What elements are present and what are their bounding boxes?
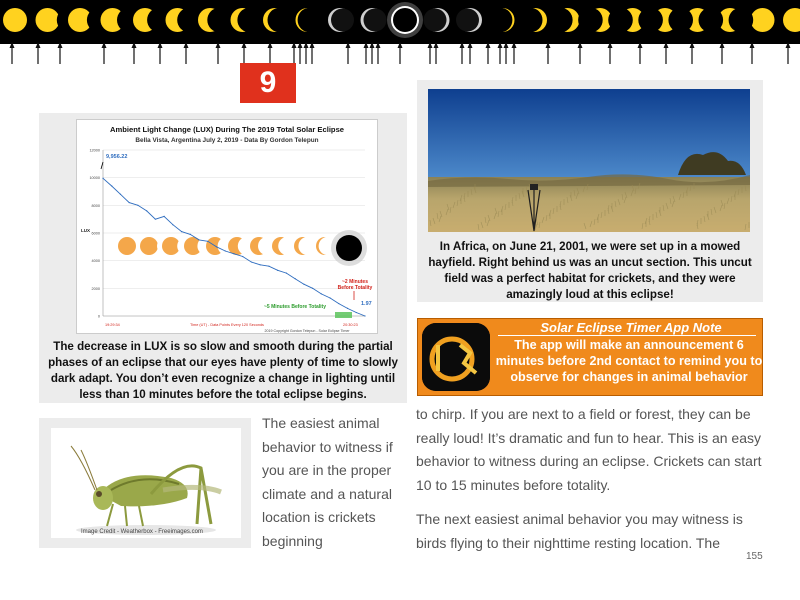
app-note-body: The app will make an announcement 6 minutes before 2nd contact to remind you to observe for changes in animal behavior (495, 338, 763, 384)
eclipse-phase-icon (296, 8, 323, 33)
timeline-arrow-icon (370, 42, 375, 64)
data-point (242, 256, 243, 257)
y-tick-label: 6000 (91, 231, 100, 236)
body-paragraph-left: The easiest animal behavior to witness if you are in the proper climate and a natural location is crickets beginning (262, 415, 393, 549)
data-point (129, 202, 130, 203)
eclipse-phase-icon (263, 8, 292, 33)
timeline-arrow-icon (346, 42, 351, 64)
timeline-arrow-icon (786, 42, 791, 64)
eclipse-phase-icon (424, 8, 450, 32)
two-minute-annotation-line1: ~2 Minutes (342, 279, 368, 285)
data-point (295, 278, 296, 279)
data-point (207, 241, 208, 242)
lux-chart-caption: The decrease in LUX is so slow and smooth during the partial phases of an eclipse that our eyes have plenty of time to slowly dark adapt. You don’t even recognize a change in lighting until less than 10 minutes before the total eclipse begins. (48, 340, 398, 401)
data-point (356, 312, 357, 313)
eclipse-phase-icon (548, 8, 580, 33)
app-note-box (417, 318, 763, 396)
timeline-arrow-icon (184, 42, 189, 64)
data-point (120, 194, 121, 195)
end-value-label: 1.97 (361, 301, 372, 307)
data-point (303, 284, 304, 285)
y-tick-label: 2000 (91, 286, 100, 291)
two-minute-annotation-line2: Before Totality (337, 285, 373, 291)
timeline-arrow-icon (102, 42, 107, 64)
timeline-arrow-icon (158, 42, 163, 64)
data-point (111, 185, 112, 186)
data-point (329, 297, 330, 298)
partial-phase-sun-icon (118, 237, 136, 255)
app-note-title: Solar Eclipse Timer App Note (540, 320, 722, 335)
timeline-arrow-icon (638, 42, 643, 64)
timeline-arrow-icon (58, 42, 63, 64)
timeline-arrow-icon (132, 42, 137, 64)
app-note-divider (498, 335, 756, 336)
timeline-arrows (0, 40, 800, 66)
eclipse-phase-icon (328, 8, 354, 32)
final-minutes-highlight (335, 312, 352, 318)
eclipse-sequence-banner (0, 0, 800, 44)
data-point (268, 266, 269, 267)
africa-photo-panel (417, 80, 763, 302)
partial-phase-sun-icon (294, 237, 317, 255)
data-point (164, 216, 165, 217)
eclipse-phase-icon (578, 8, 612, 33)
data-point (251, 261, 252, 262)
eclipse-phase-icon (456, 8, 482, 32)
start-value-label: 9,956.22 (106, 154, 128, 160)
y-tick-label: 8000 (91, 203, 100, 208)
data-point (190, 234, 191, 235)
data-point (286, 273, 287, 274)
data-point (216, 246, 217, 247)
timeline-arrow-icon (578, 42, 583, 64)
timeline-arrow-icon (10, 42, 15, 64)
partial-phase-sun-icon (272, 237, 297, 255)
data-point (172, 224, 173, 225)
timeline-arrow-icon (216, 42, 221, 64)
y-tick-label: 4000 (91, 259, 100, 264)
timeline-arrow-icon (242, 42, 247, 64)
timeline-arrow-icon (292, 42, 297, 64)
eclipse-phase-icon (231, 8, 263, 33)
y-tick-label: 0 (97, 314, 100, 319)
lux-chart-panel (39, 113, 407, 403)
x-start-label: 19:29:34 (105, 323, 120, 327)
eclipse-timer-app-icon (422, 323, 490, 391)
timeline-arrow-icon (468, 42, 473, 64)
data-point (146, 210, 147, 211)
eclipse-phase-icon (729, 8, 775, 33)
timeline-arrow-icon (304, 42, 309, 64)
timeline-arrow-icon (376, 42, 381, 64)
eclipse-phases-image (0, 0, 800, 44)
africa-photo-caption: In Africa, on June 21, 2001, we were set up in a mowed hayfield. Right behind us was an uncut section. This uncut field was a perfect habitat for crickets, and they were amazingly loud at this eclipse! (428, 240, 752, 301)
x-end-label: 20:30:23 (343, 323, 358, 327)
timeline-arrow-icon (268, 42, 273, 64)
five-minute-annotation: ~5 Minutes Before Totality (263, 304, 327, 310)
data-point (137, 205, 138, 206)
data-point (364, 315, 365, 316)
eclipse-phase-icon (361, 8, 387, 32)
timeline-arrow-icon (504, 42, 509, 64)
timeline-arrow-icon (434, 42, 439, 64)
timeline-arrow-icon (512, 42, 517, 64)
africa-hayfield-photo (428, 89, 750, 232)
data-point (155, 219, 156, 220)
eclipse-phase-icon (783, 8, 800, 32)
chart-copyright: 2019 Copyright Gordon Telepun - Solar Eclipse Timer (264, 329, 350, 333)
timeline-arrow-icon (364, 42, 369, 64)
cricket-photo (51, 428, 241, 538)
timeline-arrow-icon (498, 42, 503, 64)
data-point (181, 231, 182, 232)
timeline-arrow-icon (546, 42, 551, 64)
data-point (198, 239, 199, 240)
data-point (260, 264, 261, 265)
timeline-arrow-icon (310, 42, 315, 64)
data-point (312, 288, 313, 289)
eclipse-phase-icon (166, 8, 202, 33)
data-point (347, 308, 348, 309)
data-point (225, 250, 226, 251)
timeline-arrow-icon (664, 42, 669, 64)
chart-subtitle: Bella Vista, Argentina July 2, 2019 - Data By Gordon Telepun (135, 137, 319, 144)
chart-title: Ambient Light Change (LUX) During The 2019 Total Solar Eclipse (109, 125, 345, 134)
data-point (102, 178, 103, 179)
eclipse-phase-icon (387, 2, 423, 38)
timeline-arrow-icon (608, 42, 613, 64)
x-axis-label: Time (UT) - Data Points Every 120 Seconds (190, 323, 264, 327)
timeline-arrow-icon (428, 42, 433, 64)
y-tick-label: 12000 (89, 148, 100, 153)
data-point (321, 293, 322, 294)
body-paragraph-right-2: The next easiest animal behavior you may witness is birds flying to their nighttime resting location. The (416, 511, 743, 551)
timeline-arrow-icon (460, 42, 465, 64)
start-arrow-icon (101, 162, 103, 169)
data-point (338, 303, 339, 304)
total-eclipse-icon (331, 230, 367, 266)
eclipse-phase-icon (518, 8, 547, 33)
timeline-arrow-icon (720, 42, 725, 64)
chart-y-label: LUX (81, 228, 90, 233)
eclipse-phase-icon (3, 8, 27, 32)
timeline-arrow-icon (690, 42, 695, 64)
eclipse-phase-icon (198, 8, 232, 33)
chapter-number-badge: 9 (240, 63, 296, 103)
cricket-photo-panel (39, 418, 251, 548)
hayfield-landscape-image (428, 89, 750, 232)
page-number: 155 (746, 551, 763, 562)
data-point (277, 270, 278, 271)
timeline-arrow-icon (486, 42, 491, 64)
timeline-arrow-icon (36, 42, 41, 64)
timeline-arrow-icon (298, 42, 303, 64)
body-paragraph-right-1: to chirp. If you are next to a field or forest, they can be really loud! It’s dramatic and fun to hear. This is an easy behavior to witness during an eclipse. Crickets can start 10 to 15 minutes before totality. (416, 406, 762, 493)
eclipse-phase-icon (488, 8, 515, 33)
timeline-arrow-icon (398, 42, 403, 64)
lux-line-chart (77, 120, 377, 333)
y-tick-label: 10000 (89, 176, 100, 181)
timeline-arrow-icon (750, 42, 755, 64)
data-point (233, 253, 234, 254)
grasshopper-image (51, 428, 241, 538)
lux-chart (76, 119, 378, 334)
image-credit: Image Credit - Weatherbox - Freeimages.com (81, 529, 203, 535)
